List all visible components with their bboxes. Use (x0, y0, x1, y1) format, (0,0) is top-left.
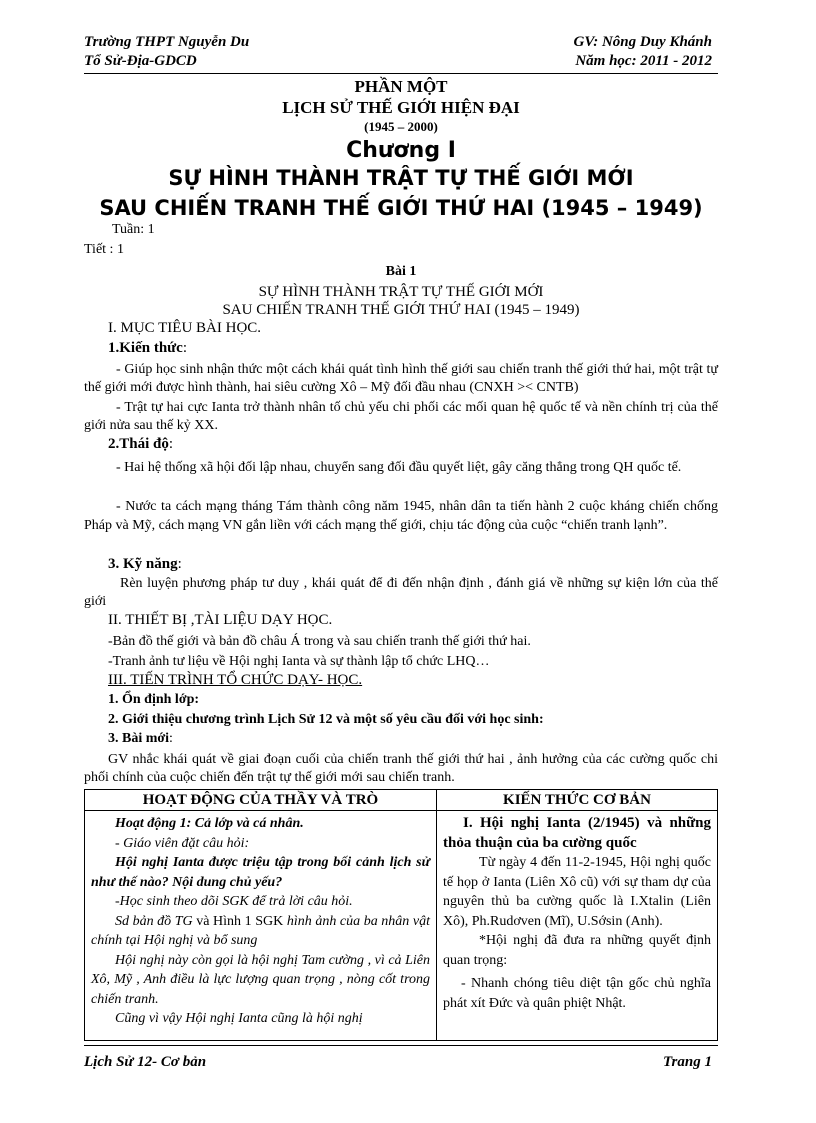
knowledge-paragraph: Từ ngày 4 đến 11-2-1945, Hội nghị quốc tế họp ở Ianta (Liên Xô cũ) với sự tham dự của nguyên thủ ba cường quốc là I.Xtalin (Liên Xô), Ph.Rudơven (Mĩ), U.Sớsin (Anh). (443, 855, 711, 929)
activity-line: Cũng vì vậy Hội nghị Ianta cũng là hội nghị (115, 1011, 363, 1026)
section-2-item-1: -Bản đồ thế giới và bản đồ châu Á trong và sau chiến tranh thế giới thứ hai. (108, 634, 531, 649)
lesson-label: Bài 1 (385, 264, 417, 279)
activity-line: Sd bản đồ TG và Hình 1 SGK hình ảnh của ba nhân vật chính tại Hội nghị và bổ sung (91, 913, 430, 948)
basic-knowledge-cell (437, 811, 718, 1041)
header-rule (84, 73, 718, 74)
department-name: Tổ Sử-Địa-GDCD (84, 53, 197, 69)
section-3-2-heading: 2. Giới thiệu chương trình Lịch Sử 12 và một số yêu cầu đối với học sinh: (108, 712, 544, 727)
footer-rule (84, 1045, 718, 1046)
table-row (85, 811, 718, 1041)
knowledge-paragraph: *Hội nghị đã đưa ra những quyết định quan trọng: (443, 933, 711, 968)
activity-line: -Học sinh theo dõi SGK để trả lời câu hỏi. (115, 894, 353, 909)
teacher-student-activities-cell (85, 811, 437, 1041)
activity-title: Hoạt động 1: Cả lớp và cá nhân. (115, 816, 304, 831)
section-1-2-heading: 2.Thái độ: (108, 436, 174, 452)
period-title: (1945 – 2000) (364, 119, 438, 134)
activity-line: - Giáo viên đặt câu hỏi: (115, 835, 250, 851)
section-1-3-paragraph-1: Rèn luyện phương pháp tư duy , khái quát để đi đến nhận định , đánh giá về những sự kiện lớn của thế giới (84, 576, 718, 609)
section-1-2-paragraph-1: - Hai hệ thống xã hội đối lập nhau, chuyển sang đối đầu quyết liệt, gây căng thẳng trong QH quốc tế. (116, 460, 682, 475)
section-3-3-paragraph-1: GV nhắc khái quát về giai đoạn cuối của chiến tranh thế giới thứ hai , ảnh hưởng của các cường quốc chi phối chính của cuộc chiến đến trật tự thế giới mới sau chiến tranh. (84, 752, 718, 785)
lesson-activity-table (84, 789, 718, 1041)
section-3-1-heading: 1. Ổn định lớp: (108, 692, 200, 707)
section-2-item-2: -Tranh ảnh tư liệu về Hội nghị Ianta và sự thành lập tổ chức LHQ… (108, 654, 490, 669)
school-year: Năm học: 2011 - 2012 (575, 53, 712, 69)
section-1-1-paragraph-1: - Giúp học sinh nhận thức một cách khái quát tình hình thế giới sau chiến tranh thế giới thứ hai, một trật tự thế giới mới được hình thành, hai siêu cường Xô – Mỹ đối đầu nhau (CNXH >< CNTB) (84, 362, 718, 395)
table-header-row (85, 790, 718, 811)
footer-page-number: Trang 1 (662, 1054, 712, 1070)
activity-question: Hội nghị Ianta được triệu tập trong bối cảnh lịch sử như thế nào? Nội dung chủ yếu? (91, 855, 430, 890)
section-1-3-heading: 3. Kỹ năng: (108, 556, 182, 572)
part-title: PHẦN MỘT (354, 77, 448, 96)
table-header-knowledge: KIẾN THỨC CƠ BẢN (437, 790, 718, 811)
activity-line: Hội nghị này còn gọi là hội nghị Tam cường , vì cả Liên Xô, Mỹ , Anh điều là lực lượng quan trọng , nòng cốt trong chiến tranh. (91, 952, 430, 1007)
week-number: Tuần: 1 (112, 222, 155, 237)
knowledge-paragraph: - Nhanh chóng tiêu diệt tận gốc chủ nghĩa phát xít Đức và quân phiệt Nhật. (443, 976, 711, 1011)
chapter-title-line-1: SỰ HÌNH THÀNH TRẬT TỰ THẾ GIỚI MỚI (168, 166, 634, 190)
section-2-heading: II. THIẾT BỊ ,TÀI LIỆU DẠY HỌC. (108, 612, 333, 628)
section-1-2-paragraph-2: - Nước ta cách mạng tháng Tám thành công năm 1945, nhân dân ta tiến hành 2 cuộc kháng chiến chống Pháp và Mỹ, cách mạng VN gắn liền với cách mạng thế giới, chịu tác động của cuộc “chiến tranh lạnh”. (84, 499, 718, 533)
section-1-1-heading: 1.Kiến thức: (108, 340, 188, 356)
school-name: Trường THPT Nguyễn Du (84, 34, 250, 50)
lesson-title-line-2: SAU CHIẾN TRANH THẾ GIỚI THỨ HAI (1945 – 1949) (222, 302, 580, 318)
chapter-title-line-2: SAU CHIẾN TRANH THẾ GIỚI THỨ HAI (1945 – 1949) (99, 196, 703, 220)
section-3-3-heading: 3. Bài mới: (108, 731, 173, 746)
table-header-activities: HOẠT ĐỘNG CỦA THẦY VÀ TRÒ (85, 790, 437, 811)
section-1-heading: I. MỤC TIÊU BÀI HỌC. (108, 320, 262, 336)
teacher-name: GV: Nông Duy Khánh (573, 34, 712, 50)
section-1-1-paragraph-2: - Trật tự hai cực Ianta trở thành nhân tố chủ yếu chi phối các mối quan hệ quốc tế và nền chính trị của thế giới nửa sau thế kỷ XX. (84, 400, 718, 433)
knowledge-heading: I. Hội nghị Ianta (2/1945) và những thỏa thuận của ba cường quốc (443, 815, 711, 851)
chapter-label: Chương I (346, 138, 456, 163)
subject-title: LỊCH SỬ THẾ GIỚI HIỆN ĐẠI (282, 98, 520, 117)
section-3-heading: III. TIẾN TRÌNH TỔ CHỨC DẠY- HỌC. (108, 672, 363, 688)
footer-subject: Lịch Sử 12- Cơ bản (84, 1054, 207, 1070)
lesson-title-line-1: SỰ HÌNH THÀNH TRẬT TỰ THẾ GIỚI MỚI (258, 284, 544, 300)
lesson-number: Tiết : 1 (84, 242, 124, 257)
